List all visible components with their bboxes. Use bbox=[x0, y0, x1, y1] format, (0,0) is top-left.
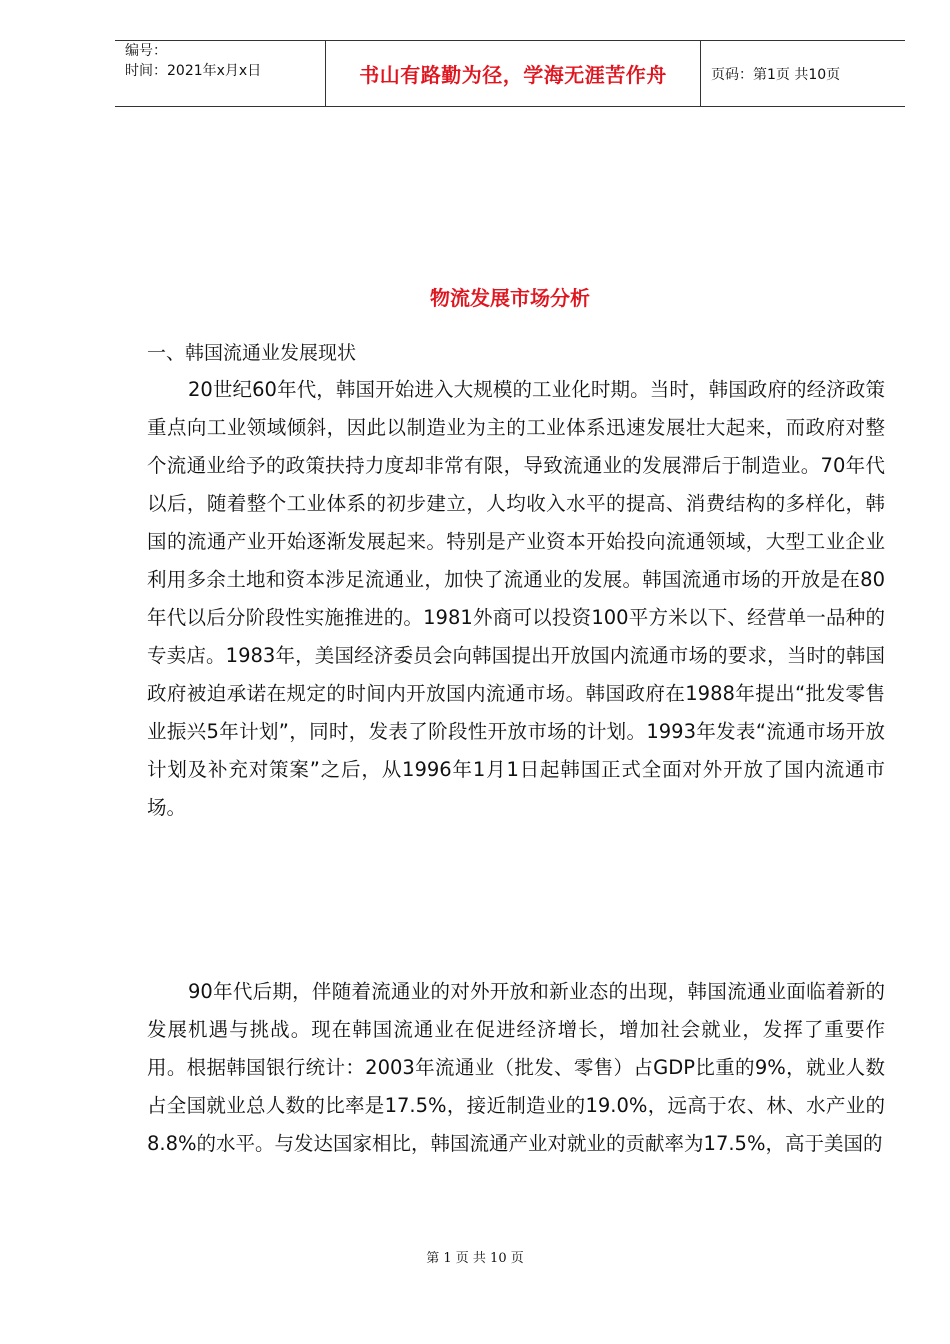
header-motto: 书山有路勤为径，学海无涯苦作舟 bbox=[325, 41, 701, 106]
paragraph-2: 90年代后期，伴随着流通业的对外开放和新业态的出现，韩国流通业面临着新的发展机遇与挑战。现在韩国流通业在促进经济增长，增加社会就业，发挥了重要作用。根据韩国银行统计：2003年流通业（批发、零售）占GDP比重的9%，就业人数占全国就业总人数的比率是17.5%，接近制造业的19.0%，远高于农、林、水产业的8.8%的水平。与发达国家相比，韩国流通产业对就业的贡献率为17.5%，高于美国的 bbox=[147, 980, 885, 1155]
page-header bbox=[115, 40, 905, 107]
header-meta bbox=[115, 41, 325, 106]
section-heading: 一、韩国流通业发展现状 bbox=[147, 342, 357, 364]
page-footer: 第 1 页 共 10 页 bbox=[426, 1251, 524, 1266]
document-title: 物流发展市场分析 bbox=[430, 286, 590, 310]
paragraph-1: 20世纪60年代，韩国开始进入大规模的工业化时期。当时，韩国政府的经济政策重点向工业领域倾斜，因此以制造业为主的工业体系迅速发展壮大起来，而政府对整个流通业给予的政策扶持力度却非常有限，导致流通业的发展滞后于制造业。70年代以后，随着整个工业体系的初步建立，人均收入水平的提高、消费结构的多样化，韩国的流通产业开始逐渐发展起来。特别是产业资本开始投向流通领域，大型工业企业利用多余土地和资本涉足流通业，加快了流通业的发展。韩国流通市场的开放是在80年代以后分阶段性实施推进的。1981外商可以投资100平方米以下、经营单一品种的专卖店。1983年，美国经济委员会向韩国提出开放国内流通市场的要求，当时的韩国政府被迫承诺在规定的时间内开放国内流通市场。韩国政府在1988年提出“批发零售业振兴5年计划”，同时，发表了阶段性开放市场的计划。1993年发表“流通市场开放计划及补充对策案”之后，从1996年1月1日起韩国正式全面对外开放了国内流通市场。 bbox=[147, 378, 885, 819]
header-page-code: 页码：第1页 共10页 bbox=[711, 66, 841, 83]
number-label: 编号： bbox=[125, 43, 167, 59]
time-label: 时间：2021年x月x日 bbox=[125, 63, 262, 79]
